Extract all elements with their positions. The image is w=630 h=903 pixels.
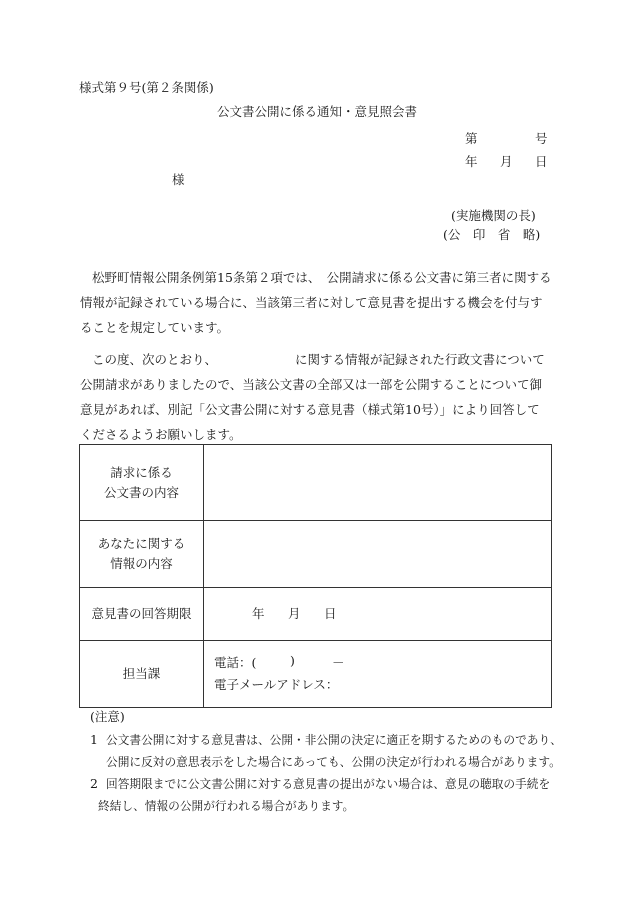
- paragraph-2-text: に関する情報が記録された行政文書について公開請求がありましたので、当該公文書の全部又は一部を公開することについて御意見があれば、別記「公文書公開に対する意見書（様式第10号）」により回答してくださるようお願いします。: [80, 352, 545, 442]
- recipient-suffix: 様: [172, 172, 185, 187]
- table-row: [80, 588, 552, 641]
- table-row: [80, 445, 552, 521]
- deadline-day: 日: [324, 606, 337, 621]
- request-content-label: [80, 445, 204, 521]
- date-month: 月: [500, 154, 513, 169]
- request-content-label-line1: 請求に係る: [110, 464, 173, 480]
- email-label: 電子メールアドレス：: [214, 677, 339, 692]
- paragraph-2-prefix: この度、次のとおり、: [92, 352, 218, 367]
- personal-info-value[interactable]: [204, 521, 552, 588]
- deadline-month: 月: [288, 606, 301, 621]
- deadline-value[interactable]: [204, 588, 552, 641]
- table-row: [80, 641, 552, 708]
- note-2-number: 2: [90, 776, 98, 791]
- number-prefix: 第: [465, 131, 478, 146]
- seal-note: (公 印 省 略): [443, 227, 541, 242]
- department-value[interactable]: [204, 641, 552, 708]
- phone-close: ): [290, 653, 295, 668]
- personal-info-label-line2: 情報の内容: [110, 556, 173, 571]
- paragraph-1: [80, 265, 552, 340]
- request-content-value[interactable]: [204, 445, 552, 521]
- phone-dash: －: [332, 655, 345, 670]
- document-title: 公文書公開に係る通知・意見照会書: [217, 104, 418, 119]
- request-content-label-line2: 公文書の内容: [103, 484, 179, 500]
- deadline-year: 年: [252, 606, 265, 621]
- form-number: 様式第９号(第２条関係): [79, 80, 214, 95]
- number-suffix: 号: [535, 131, 548, 146]
- phone-label: 電話：(: [214, 655, 257, 670]
- note-2-line2: 終結し、情報の公開が行われる場合があります。: [98, 799, 355, 813]
- note-1-line2: 公開に反対の意思表示をした場合にあっても、公開の決定が行われる場合があります。: [106, 755, 561, 769]
- note-1-line1: 公文書公開に対する意見書は、公開・非公開の決定に適正を期するためのものであり、: [106, 733, 562, 747]
- deadline-label: 意見書の回答期限: [80, 588, 204, 641]
- personal-info-label-line1: あなたに関する: [97, 536, 186, 551]
- paragraph-2: [80, 347, 552, 447]
- personal-info-label: [80, 521, 204, 588]
- date-year: 年: [465, 154, 478, 169]
- deadline-date: [204, 604, 551, 624]
- issuer-title: (実施機関の長): [451, 208, 536, 223]
- info-table: [79, 444, 552, 708]
- date-day: 日: [535, 154, 548, 169]
- contact-block: [204, 653, 551, 695]
- table-row: [80, 521, 552, 588]
- notes-heading: (注意): [90, 709, 125, 724]
- department-label: 担当課: [80, 641, 204, 708]
- note-1-number: 1: [90, 732, 98, 747]
- paragraph-1-text: 松野町情報公開条例第15条第２項では、 公開請求に係る公文書に第三者に関する情報が記録されている場合に、当該第三者に対して意見書を提出する機会を付与することを規定しています。: [80, 270, 552, 335]
- note-2-line1: 回答期限までに公文書公開に対する意見書の提出がない場合は、意見の聴取の手続を: [106, 777, 551, 791]
